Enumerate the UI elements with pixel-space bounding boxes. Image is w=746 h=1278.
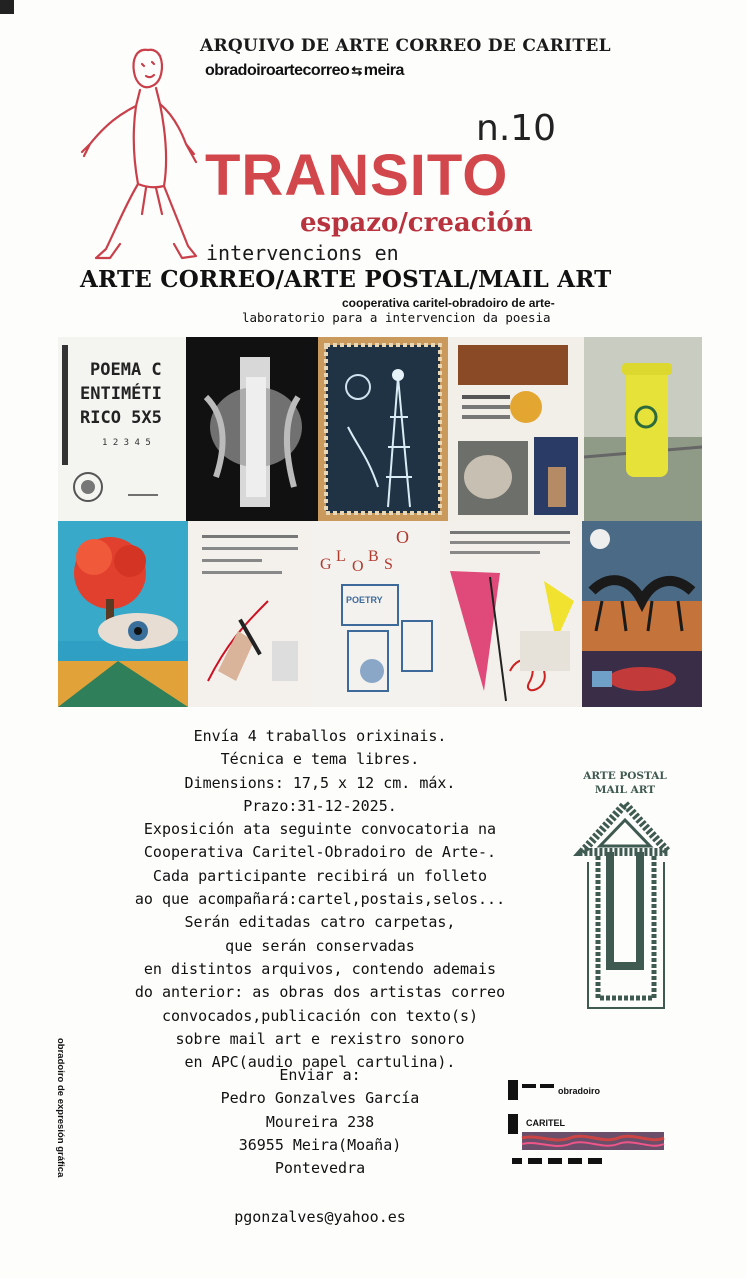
mail-art-stamp [570,766,680,1018]
call-line: en APC(audio papel cartulina). [184,1053,456,1072]
workshop-right: meira [363,62,404,79]
call-line: que serán conservadas [225,936,415,955]
artwork-globos-poetry [312,521,440,707]
artwork-word: POETRY [346,595,383,605]
artwork-tower-stamp [318,337,448,521]
call-line: Cada participante recibirá un folleto [152,866,488,885]
call-line: ao que acompañará:cartel,postais,selos... [134,890,506,909]
call-line: Exposición ata seguinte convocatoria na [143,820,497,839]
artwork-letter: L [336,548,346,565]
call-line: do anterior: as obras dos artistas correo [134,983,506,1002]
mail-art-heading: ARTE CORREO/ARTE POSTAL/MAIL ART [80,266,612,293]
artwork-text-line: ENTIMÉTI [80,384,162,404]
main-title: TRANSITO [205,143,509,208]
archive-title: ARQUIVO DE ARTE CORREO DE CARITEL [200,36,611,56]
contact-email[interactable]: pgonzalves@yahoo.es [234,1208,406,1226]
artwork-red-tree-eye [58,521,188,707]
workshop-line [205,62,404,80]
address-line: Pedro Gonzalves García [220,1089,420,1108]
stamp-line2: MAIL ART [594,784,656,796]
mailing-address [150,1064,490,1180]
call-line: Envía 4 traballos orixinais. [193,727,447,745]
artwork-grid [58,337,702,707]
call-line: Serán editadas catro carpetas, [184,913,456,932]
up-arrow-icon [570,766,680,1018]
call-line: Cooperativa Caritel-Obradoiro de Arte-. [143,843,497,862]
call-line: Dimensions: 17,5 x 12 cm. máx. [184,773,456,792]
call-for-entries [90,725,550,1074]
artwork-cat-collage [448,337,584,521]
arrows-icon: ⇆ [351,63,362,78]
side-credit-text: obradoiro de expresión gráfica [55,1038,66,1178]
artwork-letter: O [352,558,364,575]
call-line: en distintos arquivos, contendo ademais [143,959,497,978]
intervencions-line: intervencions en [206,241,399,265]
side-credit [55,1038,78,1198]
cooperative-line: cooperativa caritel-obradoiro de arte- [342,296,555,310]
call-line: convocados,publicación con texto(s) [161,1006,479,1025]
call-line: sobre mail art e rexistro sonoro [175,1029,465,1048]
logo-label: CARITEL [526,1118,565,1128]
artwork-text-line: RICO 5X5 [80,408,162,428]
address-line: Enviar a: [279,1066,361,1084]
artwork-letter: O [396,527,409,547]
corner-mark [0,0,14,14]
workshop-left: obradoiroartecorreo [205,62,350,79]
walking-figure-drawing [76,44,206,269]
laboratory-line: laboratorio para a intervencion da poesia [242,310,551,325]
workshop-logo [508,1078,668,1168]
artwork-poema-centimetrico [58,337,186,521]
call-line: Técnica e tema libres. [220,750,420,769]
artwork-letter: G [320,556,332,573]
address-line: 36955 Meira(Moaña) [238,1135,402,1154]
logo-label: obradoiro [558,1086,600,1096]
artwork-text-line: POEMA C [90,360,162,380]
call-line: Prazo:31-12-2025. [243,796,397,815]
artwork-negative-figure [186,337,318,521]
address-line: Moureira 238 [265,1112,375,1131]
artwork-digits: 1 2 3 4 5 [102,438,151,448]
stamp-line1: ARTE POSTAL [583,770,667,782]
artwork-yellow-mailbox [584,337,702,521]
artwork-letter: S [384,556,393,573]
artwork-drawing-hand [188,521,312,707]
artwork-horses-moon [582,521,702,707]
subtitle: espazo/creación [300,208,533,238]
artwork-pink-triangle [440,521,582,707]
address-line: Pontevedra [274,1159,366,1178]
issue-number: n.10 [476,108,557,149]
artwork-letter: B [368,548,379,565]
